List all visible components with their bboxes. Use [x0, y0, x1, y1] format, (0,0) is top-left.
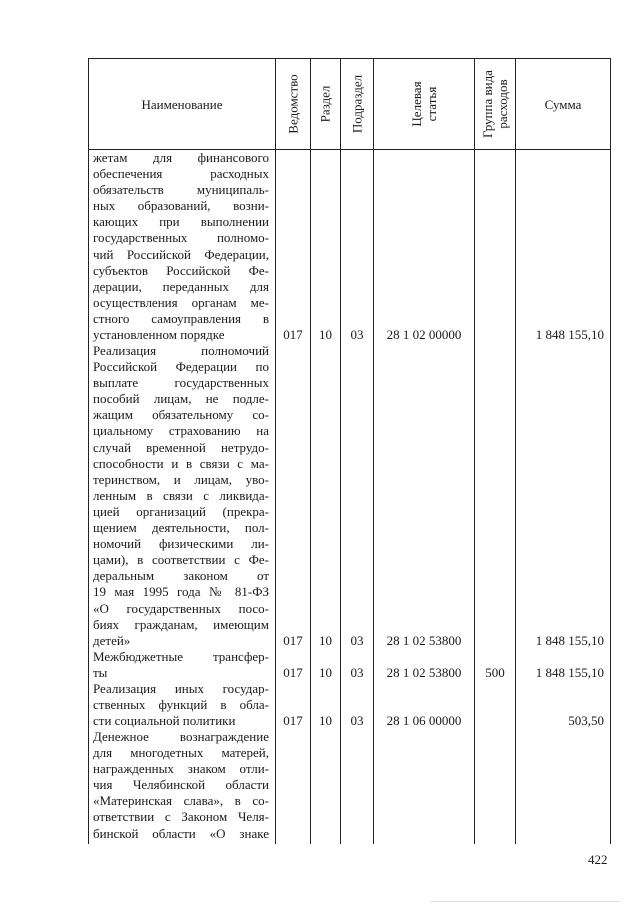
row-1-name-line: чий Российской Федерации, [93, 246, 269, 262]
row-3-department: 017 [283, 665, 303, 680]
row-1-name-line: ных образований, возни- [93, 198, 269, 214]
row-2-name-line: способности и в связи с ма- [93, 455, 269, 471]
row-2-name-line: 19 мая 1995 года № 81-ФЗ [93, 584, 269, 600]
row-1-name-line: жетам для финансового [93, 150, 269, 165]
row-4-sum: 503,50 [568, 713, 604, 728]
row-2-section: 10 [319, 633, 332, 648]
row-1-name-line: стного самоуправления в [93, 310, 269, 326]
row-5-name-line: чия Челябинской области [93, 777, 269, 793]
row-3-name [93, 649, 269, 681]
header-name: Наименование [141, 96, 223, 112]
header-expense-group [480, 59, 510, 149]
row-2-name-line: деральным законом от [93, 568, 269, 584]
row-2-name-line: щением деятельности, пол- [93, 520, 269, 536]
row-2-name-line: случай временной нетрудо- [93, 439, 269, 455]
header-target-article [409, 59, 439, 149]
row-2-name-line: биях гражданам, имеющим [93, 616, 269, 632]
row-2-name-line: цией организаций (прекра- [93, 503, 269, 519]
row-2-name-line: жащим обязательному со- [93, 407, 269, 423]
row-4-name-line: ственных функций в обла- [93, 697, 269, 713]
row-4-department: 017 [283, 713, 303, 728]
row-1-name-line: субъектов Российской Фе- [93, 262, 269, 278]
row-3-name-line: ты [93, 665, 108, 681]
table-right-border [610, 58, 611, 844]
row-3-name-line: Межбюджетные трансфер- [93, 649, 269, 664]
row-2-name-line: детей» [93, 632, 131, 648]
row-1-name-line: осуществления органам ме- [93, 294, 269, 310]
scan-artifact-divider [430, 901, 620, 902]
row-2-name-line: «О государственных посо- [93, 600, 269, 616]
row-2-name-line: ленным в связи с ликвида- [93, 487, 269, 503]
row-3-target-article: 28 1 02 53800 [386, 665, 462, 680]
row-4-subsection: 03 [350, 713, 364, 728]
header-sum: Сумма [544, 96, 582, 112]
page-number: 422 [588, 852, 608, 867]
row-3-subsection: 03 [350, 665, 364, 680]
row-1-section: 10 [319, 327, 332, 342]
row-1-name-line: обязательств муниципаль- [93, 182, 269, 198]
row-5-name-line: Денежное вознаграждение [93, 729, 269, 744]
row-5-name-line: награжденных знаком отли- [93, 761, 269, 777]
row-4-target-article: 28 1 06 00000 [386, 713, 462, 728]
row-2-name-line: выплате государственных [93, 375, 269, 391]
header-subsection: Подраздел [349, 74, 365, 134]
row-3-sum: 1 848 155,10 [535, 665, 604, 680]
row-2-name-line: Реализация полномочий [93, 343, 269, 358]
row-5-name [93, 729, 269, 842]
row-2-name [93, 343, 269, 649]
row-2-sum: 1 848 155,10 [535, 633, 604, 648]
row-1-name-line: установленном порядке [93, 327, 225, 343]
row-1-department: 017 [283, 327, 303, 342]
row-1-name-line: дерации, переданных для [93, 278, 269, 294]
header-expense-group-text: Группа вида расходов [480, 70, 510, 138]
row-2-name-line: цами), в соответствии с Фе- [93, 552, 269, 568]
row-1-subsection: 03 [350, 327, 364, 342]
row-4-section: 10 [319, 713, 332, 728]
row-1-name-line: обеспечения расходных [93, 166, 269, 182]
row-1-name [93, 150, 269, 343]
row-3-section: 10 [319, 665, 332, 680]
row-2-name-line: пособий лицам, не подле- [93, 391, 269, 407]
row-2-name-line: номочий физическими ли- [93, 536, 269, 552]
row-1-sum: 1 848 155,10 [535, 327, 604, 342]
row-1-name-line: государственных полномо- [93, 230, 269, 246]
row-4-name-line: Реализация иных государ- [93, 681, 269, 696]
col-divider-target [474, 58, 475, 844]
row-4-name [93, 681, 269, 729]
row-3-expense-group: 500 [485, 665, 505, 680]
row-2-name-line: теринством, и лицам, уво- [93, 471, 269, 487]
row-5-name-line: бинской области «О знаке [93, 825, 269, 841]
row-2-name-line: циальному страхованию на [93, 423, 269, 439]
row-5-name-line: «Материнская слава», в со- [93, 793, 269, 809]
row-4-name-line: сти социальной политики [93, 713, 236, 729]
header-department: Ведомство [285, 74, 301, 134]
row-2-department: 017 [283, 633, 303, 648]
row-2-subsection: 03 [350, 633, 364, 648]
row-1-name-line: кающих при выполнении [93, 214, 269, 230]
table-left-border [88, 58, 89, 844]
row-2-target-article: 28 1 02 53800 [386, 633, 462, 648]
header-target-article-text: Целевая статья [409, 81, 439, 127]
row-2-name-line: Российской Федерации по [93, 359, 269, 375]
row-1-target-article: 28 1 02 00000 [386, 327, 462, 342]
row-5-name-line: ответствии с Законом Челя- [93, 809, 269, 825]
header-section: Раздел [317, 85, 333, 123]
row-5-name-line: для многодетных матерей, [93, 745, 269, 761]
